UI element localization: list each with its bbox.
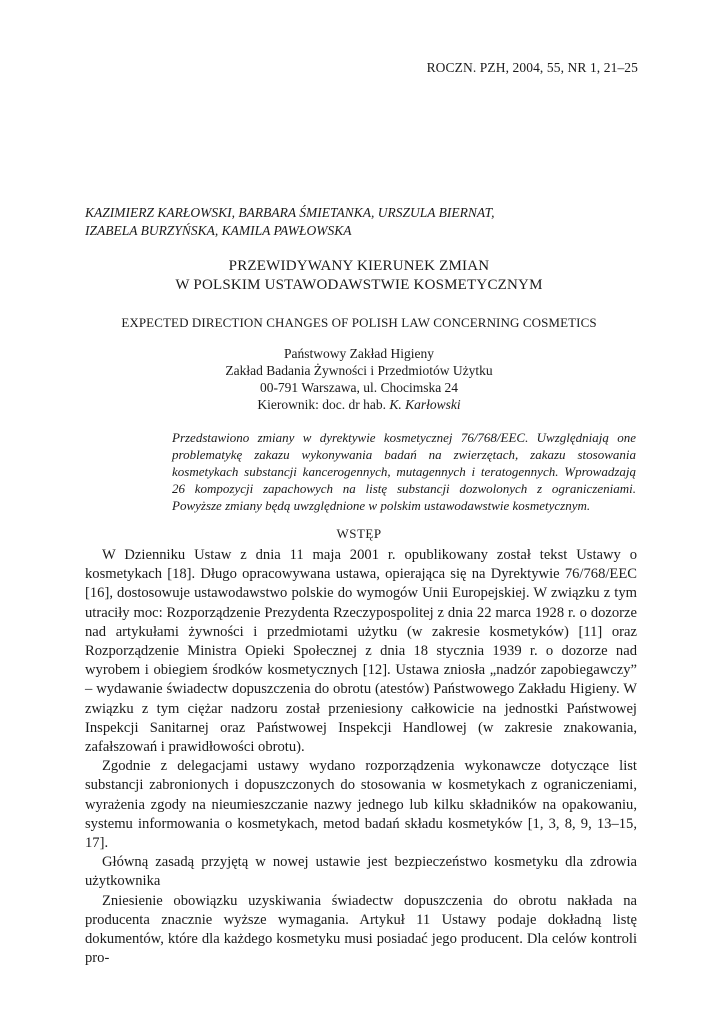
abstract	[172, 429, 636, 514]
body-paragraph-2: Zgodnie z delegacjami ustawy wydano rozporządzenia wykonawcze dotyczące list substancji zabronionych i dopuszczonych do stosowania w kosmetykach z ograniczeniami, wyrażenia zgody na nieumieszczanie nazwy jednego lub kilku składników na opakowaniu, systemu informowania o kosmetykach, metod badań składu kosmetyków [1, 3, 8, 9, 13–15, 17].	[85, 758, 637, 852]
body-paragraph-4: Zniesienie obowiązku uzyskiwania świadectw dopuszczenia do obrotu nakłada na producenta znacznie wyższe wymagania. Artykuł 11 Ustawy podaje dokładną listę dokumentów, które dla każdego kosmetyku musi posiadać jego producent. Dla celów kontroli pro-	[85, 892, 637, 967]
author-list	[85, 204, 645, 240]
affiliation-institute: Państwowy Zakład Higieny	[284, 346, 434, 361]
journal-reference: ROCZN. PZH, 2004, 55, NR 1, 21–25	[426, 60, 638, 75]
abstract-text: Przedstawiono zmiany w dyrektywie kosmetycznej 76/768/EEC. Uwzględniają one problematykę zakazu wykonywania badań na zwierzętach, zakazu stosowania kosmetykach substancji kancerogennych, mutagennych i teratogennych. Wprowadzają 26 kompozycji zapachowych na listę substancji dozwolonych z ograniczeniami. Powyższe zmiany będą uwzględnione w polskim ustawodawstwie kosmetycznym.	[172, 430, 636, 514]
affiliation-block	[85, 345, 633, 413]
affiliation-head-label: Kierownik: doc. dr hab.	[257, 397, 390, 412]
body-paragraph-3: Główną zasadą przyjętą w nowej ustawie jest bezpieczeństwo kosmetyku dla zdrowia użytkownika	[85, 854, 637, 890]
affiliation-address: 00-791 Warszawa, ul. Chocimska 24	[259, 380, 459, 395]
title-english: EXPECTED DIRECTION CHANGES OF POLISH LAW CONCERNING COSMETICS	[121, 315, 597, 330]
author-line-2: IZABELA BURZYŃSKA, KAMILA PAWŁOWSKA	[85, 223, 352, 238]
title-polish-line-2: W POLSKIM USTAWODAWSTWIE KOSMETYCZNYM	[175, 277, 543, 293]
title-polish	[85, 257, 633, 295]
affiliation-department: Zakład Badania Żywności i Przedmiotów Użytku	[225, 363, 493, 378]
section-heading-introduction: WSTĘP	[336, 526, 382, 541]
body-paragraph-1: W Dzienniku Ustaw z dnia 11 maja 2001 r. opublikowany został tekst Ustawy o kosmetykach [18]. Długo opracowywana ustawa, opierająca się na Dyrektywie 76/768/EEC [16], dostosowuje ustawodawstwo polskie do wymogów Unii Europejskiej. W związku z tym utraciły moc: Rozporządzenie Prezydenta Rzeczypospolitej z dnia 22 marca 1928 r. o dozorze nad artykułami żywności i przedmiotami użytku (w zakresie kosmetyków) [11] oraz Rozporządzenie Ministra Opieki Społecznej z dnia 18 stycznia 1939 r. o dozorze nad wyrobem i obiegiem środków kosmetycznych [12]. Ustawa zniosła „nadzór zapobiegawczy” – wydawanie świadectw dopuszczenia do obrotu (atestów) Państwowego Zakładu Higieny. W związku z tym ciężar nadzoru został przeniesiony całkowicie na jednostki Państwowej Inspekcji Sanitarnej oraz Państwowej Inspekcji Handlowej (w zakresie znakowania, zafałszowań i prawidłowości obrotu).	[85, 547, 637, 756]
affiliation-head	[85, 396, 633, 413]
affiliation-head-name: K. Karłowski	[389, 397, 461, 412]
title-polish-line-1: PRZEWIDYWANY KIERUNEK ZMIAN	[228, 258, 490, 274]
author-line-1: KAZIMIERZ KARŁOWSKI, BARBARA ŚMIETANKA, URSZULA BIERNAT,	[85, 205, 495, 220]
body-text	[85, 546, 637, 968]
